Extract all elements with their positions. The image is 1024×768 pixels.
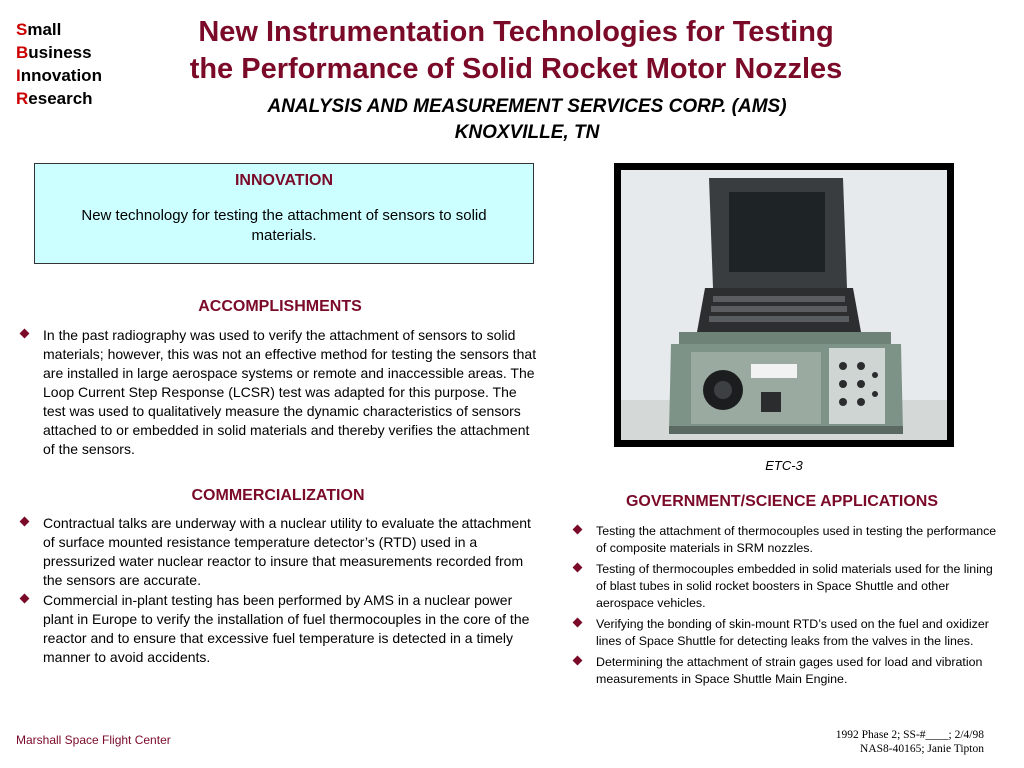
commercialization-heading: COMMERCIALIZATION: [191, 487, 365, 504]
page-title: [140, 14, 892, 88]
list-item: Testing of thermocouples embedded in solid materials used for the lining of blast tubes in solid rocket boosters in Space Shuttle and other aerospace vehicles.: [571, 561, 999, 612]
accomplishments-list: [18, 326, 542, 459]
sbir-line-business: Business: [16, 43, 92, 62]
footer-reference-line-1: 1992 Phase 2; SS-#____; 2/4/98: [835, 729, 984, 741]
diamond-bullet-icon: [573, 618, 583, 628]
sbir-logo-text: [16, 18, 102, 110]
page-title-line-1: New Instrumentation Technologies for Testing: [198, 16, 834, 48]
diamond-bullet-icon: [573, 656, 583, 666]
government-applications-heading: GOVERNMENT/SCIENCE APPLICATIONS: [625, 493, 939, 510]
diamond-bullet-icon: [573, 563, 583, 573]
innovation-heading: INNOVATION: [234, 172, 334, 189]
sbir-line-small: Small: [16, 20, 62, 39]
list-item: In the past radiography was used to verify the attachment of sensors to solid materials; however, this was not an effective method for testing the sensors that are installed in large aerospace systems or remote and inaccessible areas. The Loop Current Step Response (LCSR) test was adapted for this purpose. The test was used to qualitatively measure the dynamic characteristics of sensors attached to or embedded in solid materials and thereby verifies the attachment of the sensors.: [18, 326, 542, 459]
diamond-bullet-icon: [573, 525, 583, 535]
equipment-photo: [621, 170, 947, 440]
sbir-line-research: Research: [16, 89, 93, 108]
list-item: Commercial in-plant testing has been performed by AMS in a nuclear power plant in Europe to verify the installation of fuel thermocouples in the core of the reactor and to ensure that excessive fuel temperature is detected in a timely manner to avoid accidents.: [18, 591, 542, 667]
list-item: Contractual talks are underway with a nuclear utility to evaluate the attachment of surface mounted resistance temperature detector’s (RTD) used in a pressurized water nuclear reactor to insure that measurements recorded from the sensors are accurate.: [18, 514, 542, 590]
list-item: Verifying the bonding of skin-mount RTD’s used on the fuel and oxidizer lines of Space Shuttle for detecting leaks from the valves in the lines.: [571, 616, 999, 650]
footer-center-name: Marshall Space Flight Center: [16, 733, 171, 747]
list-item: Determining the attachment of strain gages used for load and vibration measurements in Space Shuttle Main Engine.: [571, 654, 999, 688]
company-name: ANALYSIS AND MEASUREMENT SERVICES CORP. (AMS): [267, 96, 787, 117]
innovation-body: New technology for testing the attachment of sensors to solid materials.: [81, 207, 487, 244]
footer-reference-line-2: NAS8-40165; Janie Tipton: [860, 743, 984, 755]
sbir-line-innovation: Innovation: [16, 66, 102, 85]
footer-reference: [836, 728, 984, 756]
equipment-photo-frame: [614, 163, 954, 447]
company-location: KNOXVILLE, TN: [454, 122, 600, 143]
company-subtitle: [200, 94, 854, 146]
list-item: Testing the attachment of thermocouples used in testing the performance of composite materials in SRM nozzles.: [571, 523, 999, 557]
etc3-instrument-illustration: [621, 170, 947, 440]
government-applications-list: [571, 523, 999, 692]
page-title-line-2: the Performance of Solid Rocket Motor Nozzles: [189, 53, 843, 85]
innovation-box: [34, 163, 534, 264]
photo-caption: ETC-3: [765, 458, 803, 473]
diamond-bullet-icon: [20, 594, 30, 604]
commercialization-list: [18, 514, 542, 668]
accomplishments-heading: ACCOMPLISHMENTS: [198, 298, 362, 315]
diamond-bullet-icon: [20, 517, 30, 527]
diamond-bullet-icon: [20, 329, 30, 339]
